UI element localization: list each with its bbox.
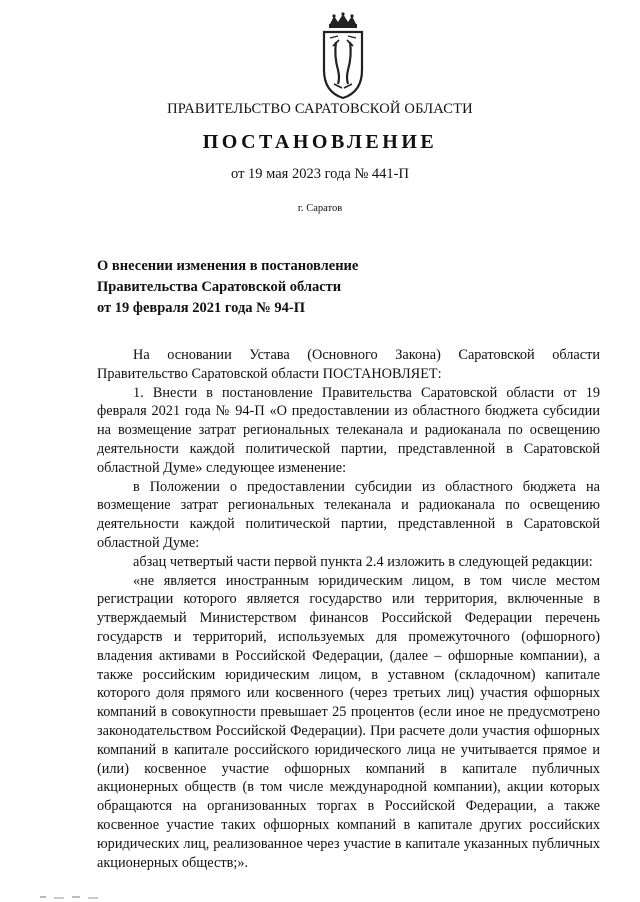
subject-line: от 19 февраля 2021 года № 94-П [97, 300, 305, 316]
scan-artifact [40, 893, 100, 902]
government-name: ПРАВИТЕЛЬСТВО САРАТОВСКОЙ ОБЛАСТИ [167, 101, 473, 117]
document-city: г. Саратов [297, 203, 343, 214]
body-paragraph-clause: абзац четвертый части первой пункта 2.4 изложить в следующей редакции: [133, 553, 593, 570]
subject-line: Правительства Саратовской области [97, 279, 342, 295]
body-paragraph-item-1: 1. Внести в постановление Правительства Саратовской области от 19 февраля 2021 года № 94-П «О предоставлении из областного бюджета субсидии на возмещение затрат региональных телеканала и радиоканала по освещению деятельности каждой политической партии, представленной в Саратовской областной Думе» следующее изменение: [97, 384, 600, 476]
body-paragraph-regulation: в Положении о предоставлении субсидии из областного бюджета на возмещение затрат региональных телеканала и радиоканала по освещению деятельности каждой политической партии, представленной в Саратовской областной Думе: [97, 478, 600, 551]
document-subject [97, 256, 517, 319]
body-paragraph-amendment-text: «не является иностранным юридическим лицом, в том числе местом регистрации которого является государство или территория, включенные в утверждаемый Министерством финансов Российской Федерации перечень государств и территорий, используемых для промежуточного (офшорного) владения активами в Российской Федерации, (далее – офшорные компании), а также российским юридическим лицом, в уставном (складочном) капитале которого доля прямого или косвенного (через третьих лиц) участия офшорных компаний в совокупности превышает 25 процентов (если иное не предусмотрено законодательством Российской Федерации). При расчете доли участия офшорных компаний в капитале российского юридического лица не учитывается прямое и (или) косвенное участие офшорных компаний в капитале публичных акционерных обществ (в том числе международной компании), акции которых обращаются на организованных торгах в Российской Федерации, а также косвенное участие таких офшорных компаний в капитале других российских юридических лиц, реализованное через участие в капитале указанных публичных акционерных обществ;». [97, 572, 600, 871]
document-type-title: ПОСТАНОВЛЕНИЕ [202, 131, 438, 153]
body-paragraph-preamble: На основании Устава (Основного Закона) Саратовской области Правительство Саратовской области ПОСТАНОВЛЯЕТ: [97, 347, 600, 382]
subject-line: О внесении изменения в постановление [97, 258, 359, 274]
document-body [97, 346, 600, 872]
coat-of-arms-emblem [318, 12, 368, 100]
document-date-number: от 19 мая 2023 года № 441-П [231, 166, 409, 182]
